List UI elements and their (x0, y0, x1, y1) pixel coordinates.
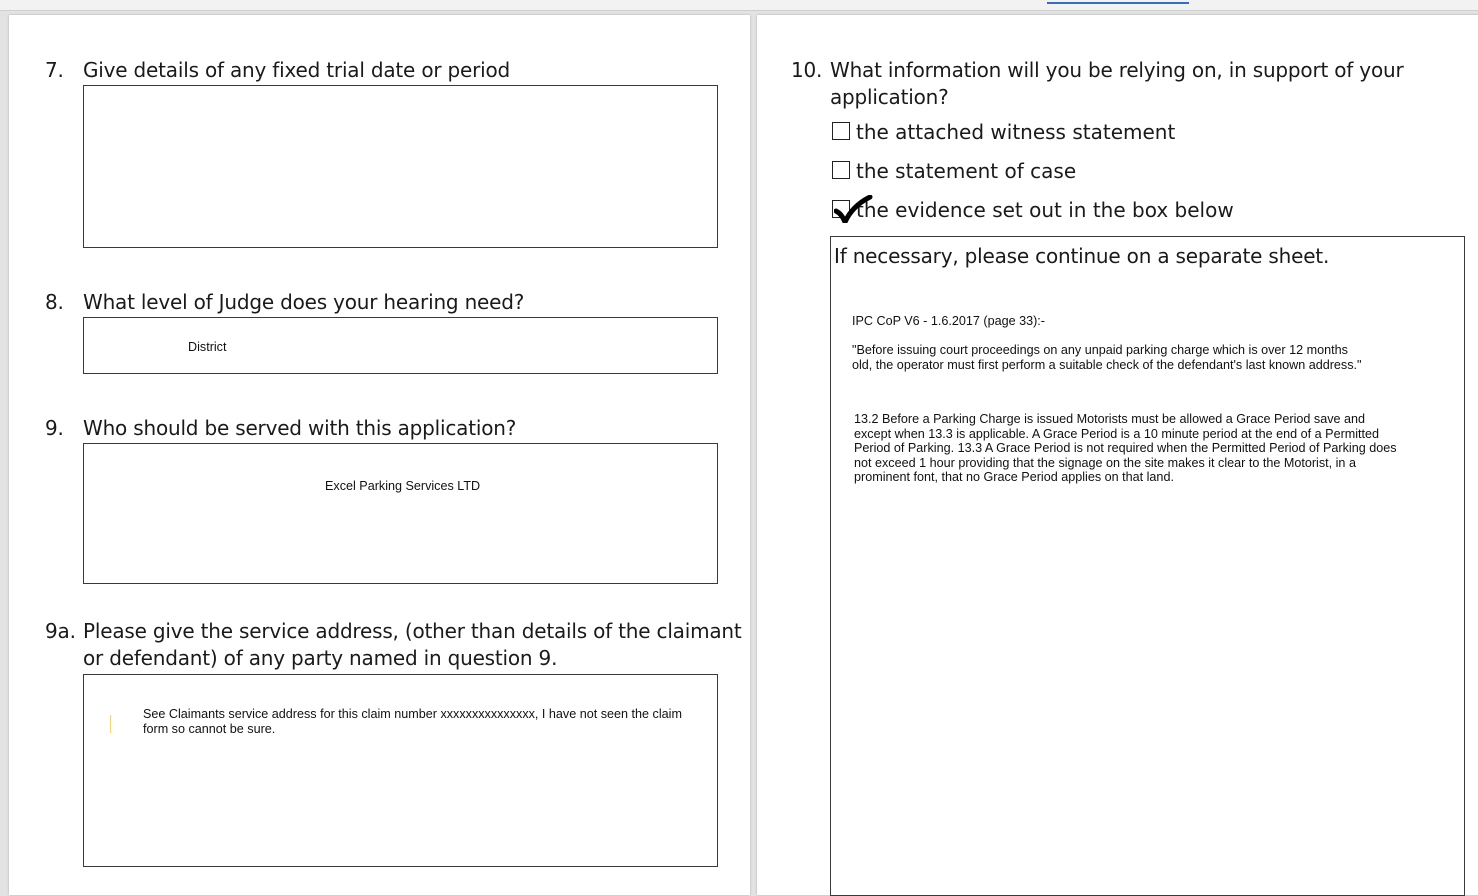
question-10-number: 10. (791, 58, 823, 82)
question-7-number: 7. (45, 58, 64, 82)
served-party-field[interactable] (83, 443, 718, 584)
service-address-field[interactable] (83, 674, 718, 867)
question-9-number: 9. (45, 416, 64, 440)
evidence-box-instruction: If necessary, please continue on a separate sheet. (834, 244, 1330, 268)
active-tab-indicator[interactable] (1047, 2, 1189, 4)
question-10-text-line1: What information will you be relying on, in support of your (830, 58, 1404, 82)
service-address-value: See Claimants service address for this claim number xxxxxxxxxxxxxxx, I have not seen the claim form so cannot be sure. (143, 707, 682, 736)
statement-of-case-label: the statement of case (856, 159, 1077, 183)
question-9a-text-line2: or defendant) of any party named in question 9. (83, 646, 558, 670)
witness-statement-label: the attached witness statement (856, 120, 1176, 144)
question-9-text: Who should be served with this application? (83, 416, 517, 440)
text-cursor (110, 715, 111, 733)
served-party-value: Excel Parking Services LTD (325, 479, 481, 493)
evidence-box[interactable] (830, 236, 1465, 896)
statement-of-case-checkbox[interactable] (832, 161, 850, 179)
evidence-paragraph-1: IPC CoP V6 - 1.6.2017 (page 33):- (852, 314, 1045, 328)
evidence-paragraph-3: 13.2 Before a Parking Charge is issued Motorists must be allowed a Grace Period save and except when 13.3 is applicable. A Grace Period is a 10 minute period at the end of a Permitted Period of Parking. 13.3 A Grace Period is not required when the Permitted Period of Parking does not exceed 1 hour providing that the signage on the site makes it clear to the Motorist, in a prominent font, that no Grace Period applies on that land. (854, 412, 1397, 484)
evidence-paragraph-2: "Before issuing court proceedings on any unpaid parking charge which is over 12 months old, the operator must first perform a suitable check of the defendant's last known address." (852, 343, 1362, 372)
judge-level-field[interactable] (83, 317, 718, 374)
question-8-text: What level of Judge does your hearing need? (83, 290, 525, 314)
trial-date-field[interactable] (83, 85, 718, 248)
question-9a-number: 9a. (45, 619, 76, 643)
question-7-text: Give details of any fixed trial date or period (83, 58, 511, 82)
question-9a-text-line1: Please give the service address, (other than details of the claimant (83, 619, 742, 643)
viewer-toolbar (0, 0, 1478, 11)
question-10-text-line2: application? (830, 85, 949, 109)
checkmark-icon (834, 195, 874, 223)
judge-level-value: District (188, 340, 227, 354)
evidence-below-label: the evidence set out in the box below (856, 198, 1234, 222)
witness-statement-checkbox[interactable] (832, 122, 850, 140)
question-8-number: 8. (45, 290, 64, 314)
